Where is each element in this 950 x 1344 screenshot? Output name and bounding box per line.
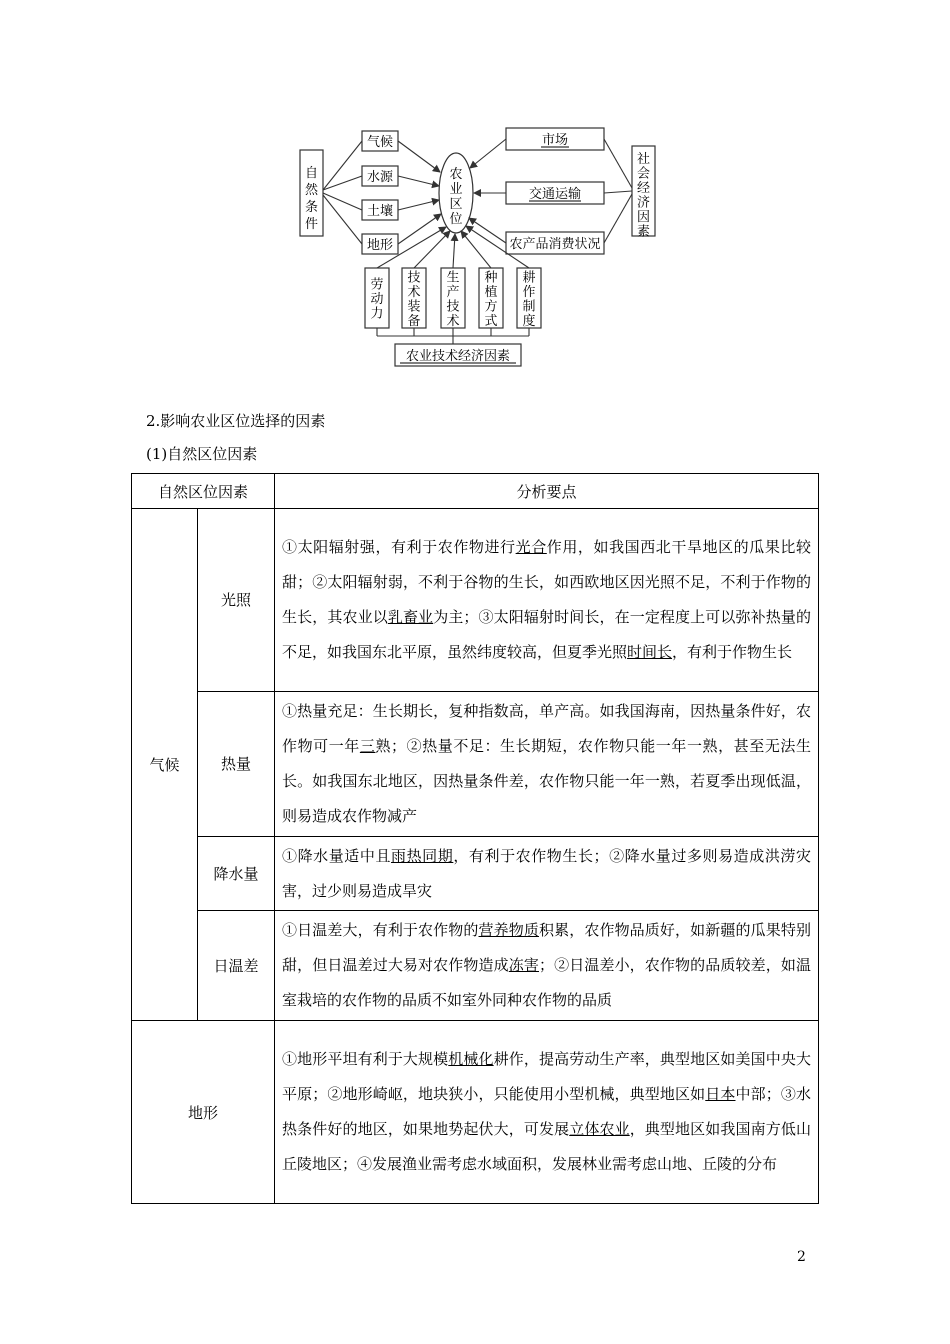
left-group-char: 条 [304,200,319,215]
right-group-char: 素 [636,224,651,240]
answer-blank: 冻害 [508,956,539,975]
left-connectors [323,141,362,244]
factor-label: 日温差 [198,911,275,1021]
bottom-item-char: 耕 [522,270,536,286]
left-group-char: 件 [304,217,319,232]
right-group-char: 经 [636,181,651,196]
factor-label: 降水量 [198,837,275,911]
analysis-text: 作用，如我国西北干旱地区的瓜果比较甜；②太阳辐射弱，不利于谷物的生长，如西欧地区因光照不足，不利于作物的生长，其农业以 [282,538,811,626]
answer-blank: 立体农业 [569,1120,630,1138]
bottom-item-char: 植 [484,284,498,300]
right-group-char: 因 [636,210,651,225]
natural-factors-table [131,473,819,1204]
bottom-item-char: 种 [484,270,498,286]
analysis-text: ①日温差大，有利于农作物的 [282,921,479,940]
analysis-text: ；②日温差小，农作物的品质较差，如温室栽培的农作物的品质不如室外同种农作物的品质 [282,956,811,1009]
bottom-item-char: 备 [407,313,421,329]
analysis-text: ，典型地区如我国南方低山丘陵地区；④发展渔业需考虑水域面积，发展林业需考虑山地、丘陵的分布 [282,1120,811,1173]
bottom-item-char: 术 [407,284,421,300]
section-heading: 2.影响农业区位选择的因素 [146,412,326,430]
bottom-item-char: 生 [446,270,460,286]
left-arrows [398,141,441,244]
table-row [132,911,819,1021]
right-group-label [637,151,650,240]
center-char: 区 [449,197,463,212]
factor-label: 地形 [132,1021,275,1204]
bottom-item-char: 技 [407,270,421,286]
left-item-climate: 气候 [366,135,394,150]
bottom-item-char: 方 [484,299,498,315]
right-arrows [469,139,506,243]
bottom-item-char: 装 [407,299,421,315]
bottom-item-char: 力 [370,306,384,322]
bottom-item-char: 劳 [370,277,384,293]
table-header-row [132,474,819,509]
bottom-item-char: 产 [446,284,460,300]
bottom-item-char: 制 [522,299,536,315]
col2-header: 分析要点 [275,474,819,509]
factor-analysis [275,911,819,1021]
answer-blank: 时间长 [627,642,673,661]
page-number: 2 [797,1249,806,1265]
analysis-text: 积累，农作物品质好，如新疆的瓜果特别甜，但日温差过大易对农作物造成 [282,921,811,975]
answer-blank: 光合 [515,538,547,557]
answer-blank: 乳畜业 [387,608,434,626]
factor-label: 热量 [198,692,275,837]
right-group-char: 社 [636,152,651,167]
subsection-heading: (1)自然区位因素 [146,445,258,463]
table-row [132,1021,819,1204]
right-group-char: 会 [636,166,651,182]
analysis-text: ，有利于作物生长 [672,642,793,661]
analysis-text: ①地形平坦有利于大规模 [282,1050,449,1069]
factor-analysis [275,509,819,692]
answer-blank: 日本 [705,1085,736,1104]
left-group-char: 自 [304,166,319,181]
factor-analysis [275,692,819,837]
center-char: 农 [449,167,463,182]
col1-header: 自然区位因素 [132,474,275,509]
analysis-text: ①热量充足：生长期长，复种指数高，单产高。如我国海南，因热量条件好，农作物可一年 [282,702,811,756]
right-group-char: 济 [636,195,651,211]
analysis-text: ，有利于农作物生长；②降水量过多则易造成洪涝灾害，过少则易造成旱灾 [282,846,811,900]
bottom-item-char: 技 [446,299,460,315]
answer-blank: 雨热同期 [391,846,454,865]
bottom-item-labels [370,269,535,329]
center-char: 位 [449,212,463,227]
climate-category: 气候 [132,509,198,1021]
left-item-water: 水源 [366,170,394,185]
right-item-transport: 交通运输 [528,187,582,202]
analysis-text: 熟；②热量不足：生长期短，农作物只能一年一熟，甚至无法生长。如我国东北地区，因热量条件差，农作物只能一年一熟，若夏季出现低温，则易造成农作物减产 [282,737,811,825]
table-row [132,837,819,911]
bottom-item-char: 动 [370,292,384,307]
left-group-char: 然 [304,183,319,198]
answer-blank: 机械化 [448,1050,494,1069]
agricultural-location-diagram [0,0,950,380]
bottom-item-char: 作 [522,284,536,300]
right-item-consumption: 农产品消费状况 [509,237,601,252]
bottom-group-label: 农业技术经济因素 [405,349,511,364]
bottom-bracket [377,328,529,344]
bottom-item-char: 度 [522,313,536,329]
center-char: 业 [449,182,463,197]
analysis-text: 中部；③水热条件好的地区，如果地势起伏大，可发展 [282,1085,811,1138]
left-item-soil: 土壤 [366,204,394,219]
factor-analysis [275,1021,819,1204]
left-item-terrain: 地形 [366,238,394,253]
analysis-text: ①降水量适中且 [282,846,392,865]
analysis-text: 耕作，提高劳动生产率，典型地区如美国中央大平原；②地形崎岖，地块狭小，只能使用小型机械，典型地区如 [282,1050,811,1104]
analysis-text: ①太阳辐射强，有利于农作物进行 [282,538,516,557]
center-label [449,167,462,227]
bottom-item-char: 式 [484,313,498,329]
answer-blank: 三 [359,737,376,756]
factor-analysis [275,837,819,911]
factor-label: 光照 [198,509,275,692]
right-connectors [604,139,632,243]
table-row [132,692,819,837]
analysis-text: 为主；③太阳辐射时间长，在一定程度上可以弥补热量的不足，如我国东北平原，虽然纬度较高，但夏季光照 [282,608,811,661]
bottom-item-char: 术 [446,313,460,329]
right-item-market: 市场 [541,133,569,148]
answer-blank: 营养物质 [478,921,539,940]
table-row [132,509,819,692]
